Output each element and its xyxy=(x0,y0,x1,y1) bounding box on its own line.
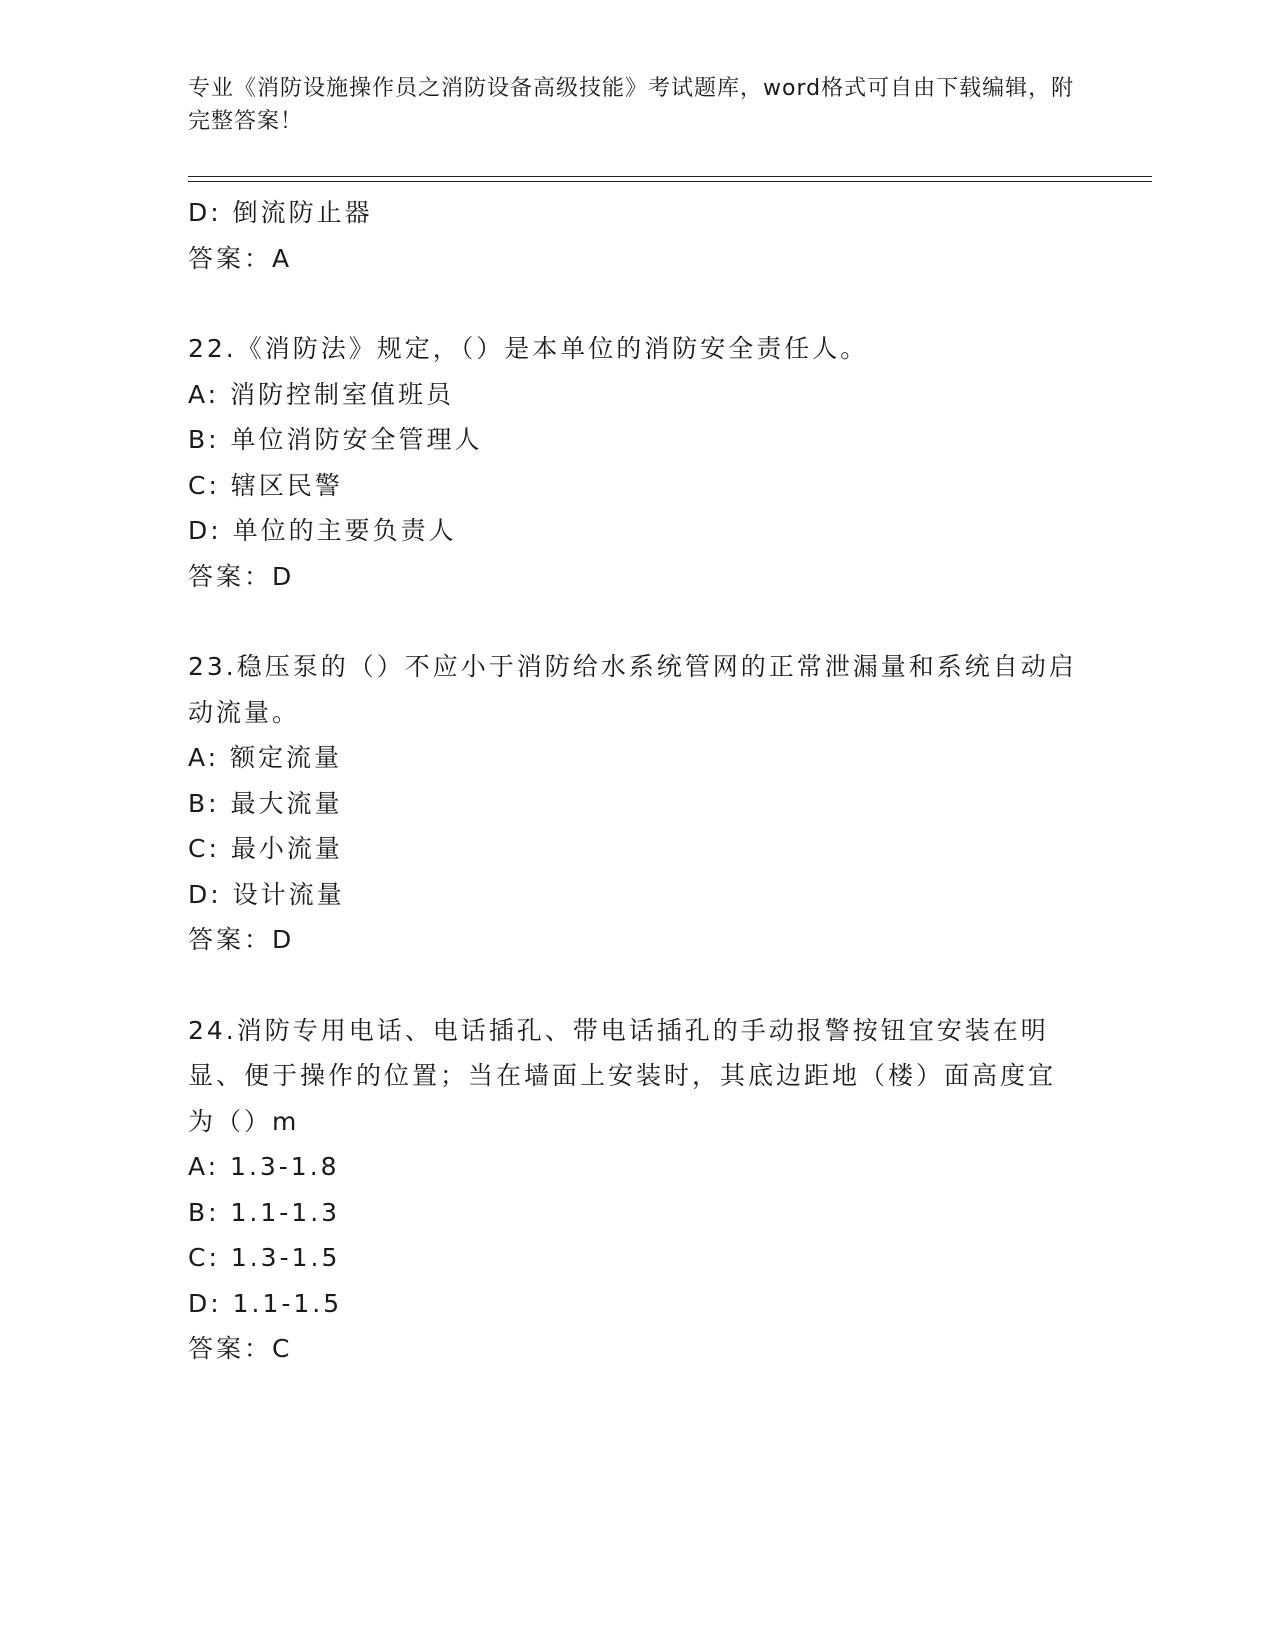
question-23 xyxy=(188,644,1088,963)
question-list xyxy=(188,190,1088,1372)
document-intro: 专业《消防设施操作员之消防设备高级技能》考试题库，word格式可自由下载编辑，附完整答案！ xyxy=(188,76,1075,134)
option-d: D: 1.1-1.5 xyxy=(188,1288,343,1318)
option-c: C: 辖区民警 xyxy=(188,470,343,500)
question-stem: 24.消防专用电话、电话插孔、带电话插孔的手动报警按钮宜安装在明显、便于操作的位置；当在墙面上安装时，其底边距地（楼）面高度宜为（）m xyxy=(188,1015,1057,1136)
answer: 答案：D xyxy=(188,925,295,954)
header-divider-top xyxy=(188,176,1152,177)
carryover-answer: 答案：A xyxy=(188,243,293,273)
option-a: A: 1.3-1.8 xyxy=(188,1152,340,1181)
question-stem: 22.《消防法》规定，（）是本单位的消防安全责任人。 xyxy=(188,334,869,363)
spacer xyxy=(188,599,1088,644)
option-c: C: 最小流量 xyxy=(188,834,343,863)
option-a: A: 额定流量 xyxy=(188,743,343,772)
option-a: A: 消防控制室值班员 xyxy=(188,379,455,409)
header-divider-bottom xyxy=(188,181,1152,182)
option-b: B: 1.1-1.3 xyxy=(188,1197,341,1227)
option-b: B: 单位消防安全管理人 xyxy=(188,425,483,454)
option-d: D: 设计流量 xyxy=(188,879,345,909)
spacer xyxy=(188,281,1088,326)
question-stem: 23.稳压泵的（）不应小于消防给水系统管网的正常泄漏量和系统自动启动流量。 xyxy=(188,652,1077,727)
question-24 xyxy=(188,1008,1088,1372)
answer: 答案：D xyxy=(188,561,295,591)
spacer xyxy=(188,963,1088,1008)
answer: 答案：C xyxy=(188,1334,293,1363)
carryover-option-d: D: 倒流防止器 xyxy=(188,198,373,227)
question-22 xyxy=(188,326,1088,599)
option-d: D: 单位的主要负责人 xyxy=(188,516,457,545)
option-c: C: 1.3-1.5 xyxy=(188,1243,341,1272)
option-b: B: 最大流量 xyxy=(188,788,343,818)
